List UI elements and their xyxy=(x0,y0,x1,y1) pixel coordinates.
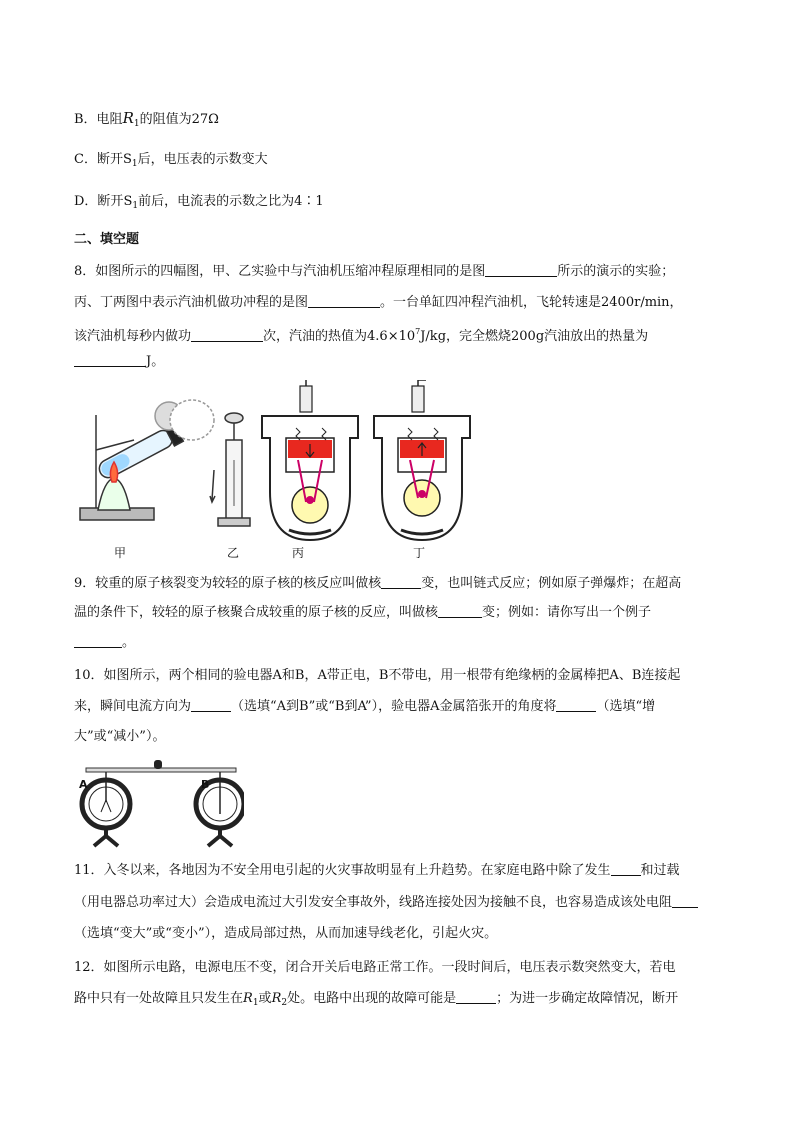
q9-line1 xyxy=(74,574,681,594)
figure-bing xyxy=(262,380,358,540)
q11-text: 和过载 xyxy=(640,863,680,878)
q8-text: 所示的演示的实验； xyxy=(557,264,675,279)
answer-blank[interactable] xyxy=(672,893,698,908)
subscript: 1 xyxy=(133,119,140,129)
caption-bing: 丙 xyxy=(292,546,305,560)
q10-text: 来，瞬间电流方向为 xyxy=(74,699,192,714)
answer-blank[interactable] xyxy=(381,574,421,589)
q8-line2 xyxy=(74,293,683,313)
q12-text: 路中只有一处故障且只发生在 xyxy=(74,991,244,1006)
q11-text: （用电器总功率过大）会造成电流过大引发安全事故外，线路连接处因为接触不良，也容易造成该处电阻 xyxy=(74,895,673,910)
q11-text: 11．入冬以来，各地因为不安全用电引起的火灾事故明显有上升趋势。在家庭电路中除了发生 xyxy=(74,863,611,878)
q10-text: （选填“A到B”或“B到A”），验电器A金属箔张开的角度将 xyxy=(231,699,557,714)
answer-blank[interactable] xyxy=(191,697,231,712)
option-c-suffix: 后，电压表的示数变大 xyxy=(137,152,268,167)
q11-line1 xyxy=(74,861,680,881)
caption-ding: 丁 xyxy=(413,546,426,560)
symbol-s: S xyxy=(122,152,132,167)
answer-blank[interactable] xyxy=(74,633,122,648)
symbol-r2: R xyxy=(271,991,282,1006)
q12-text: 或 xyxy=(258,991,272,1006)
subscript: 1 xyxy=(131,159,138,169)
option-d xyxy=(74,192,324,216)
q8-figures xyxy=(74,380,734,560)
electroscope-figure xyxy=(74,756,244,850)
q8-text: 该汽油机每秒内做功 xyxy=(74,329,192,344)
answer-blank[interactable] xyxy=(611,861,641,876)
symbol-r1: R xyxy=(243,991,253,1006)
q9-line3 xyxy=(74,633,135,653)
answer-blank[interactable] xyxy=(191,327,263,342)
electroscope-a xyxy=(82,772,130,846)
q8-text: J/kg，完全燃烧200g汽油放出的热量为 xyxy=(420,329,649,344)
q9-text: 变；例如：请你写出一个例子 xyxy=(482,605,652,620)
q8-text: 次，汽油的热值为4.6×10 xyxy=(263,329,416,344)
q10-line2 xyxy=(74,697,655,717)
figure-ding xyxy=(374,380,470,540)
subscript: 1 xyxy=(252,998,259,1008)
section-heading: 二、填空题 xyxy=(74,232,140,247)
option-b-suffix: 的阻值为27Ω xyxy=(139,112,219,127)
q9-text: 变，也叫链式反应；例如原子弹爆炸；在超高 xyxy=(421,576,682,591)
label-a: A xyxy=(79,778,88,791)
q12-text: ；为进一步确定故障情况，断开 xyxy=(496,991,679,1006)
symbol-r: R xyxy=(122,109,134,127)
q8-line3 xyxy=(74,322,648,347)
option-c xyxy=(74,150,268,174)
q12-line1: 12．如图所示电路，电源电压不变，闭合开关后电路正常工作。一段时间后，电压表示数突然变大，若电 xyxy=(74,960,676,975)
q12-line2 xyxy=(74,989,678,1013)
q12-text: 处。电路中出现的故障可能是 xyxy=(287,991,457,1006)
option-b xyxy=(74,108,219,134)
option-d-text: D．断开 xyxy=(74,194,124,209)
q9-text: 9．较重的原子核裂变为较轻的原子核的核反应叫做核 xyxy=(74,576,382,591)
option-c-text: C．断开 xyxy=(74,152,123,167)
q9-text: 。 xyxy=(122,635,136,650)
q11-line2 xyxy=(74,893,698,913)
q10-line3: 大”或“减小”）。 xyxy=(74,729,166,744)
caption-jia: 甲 xyxy=(114,546,127,560)
q11-line3: （选填“变大”或“变小”），造成局部过热，从而加速导线老化，引起火灾。 xyxy=(74,926,498,941)
symbol-s: S xyxy=(123,194,133,209)
q8-text: 。一台单缸四冲程汽油机，飞轮转速是2400r/min， xyxy=(380,295,683,310)
q8-text: J。 xyxy=(146,354,165,369)
engine-figures-svg xyxy=(74,380,734,560)
superscript: 7 xyxy=(415,327,421,336)
q10-line1: 10．如图所示，两个相同的验电器A和B，A带正电，B不带电，用一根带有绝缘柄的金属棒把A、B连接起 xyxy=(74,668,681,683)
q8-line4 xyxy=(74,352,164,372)
answer-blank[interactable] xyxy=(74,352,146,367)
figure-jia xyxy=(80,400,214,520)
answer-blank[interactable] xyxy=(556,697,596,712)
label-b: B xyxy=(201,778,210,791)
q8-line1 xyxy=(74,262,674,282)
subscript: 1 xyxy=(132,201,139,211)
figure-yi xyxy=(210,413,250,526)
answer-blank[interactable] xyxy=(438,603,482,618)
q9-text: 温的条件下，较轻的原子核聚合成较重的原子核的反应，叫做核 xyxy=(74,605,439,620)
option-d-suffix: 前后，电流表的示数之比为4∶1 xyxy=(138,194,324,209)
q8-text: 8．如图所示的四幅图，甲、乙实验中与汽油机压缩冲程原理相同的是图 xyxy=(74,264,486,279)
caption-yi: 乙 xyxy=(227,546,240,560)
q8-text: 丙、丁两图中表示汽油机做功冲程的是图 xyxy=(74,295,309,310)
option-b-text: B．电阻 xyxy=(74,112,123,127)
subscript: 2 xyxy=(281,998,288,1008)
electroscope-svg xyxy=(74,756,244,850)
answer-blank[interactable] xyxy=(456,989,496,1004)
answer-blank[interactable] xyxy=(308,293,380,308)
q9-line2 xyxy=(74,603,651,623)
answer-blank[interactable] xyxy=(485,262,557,277)
q10-text: （选填“增 xyxy=(596,699,656,714)
